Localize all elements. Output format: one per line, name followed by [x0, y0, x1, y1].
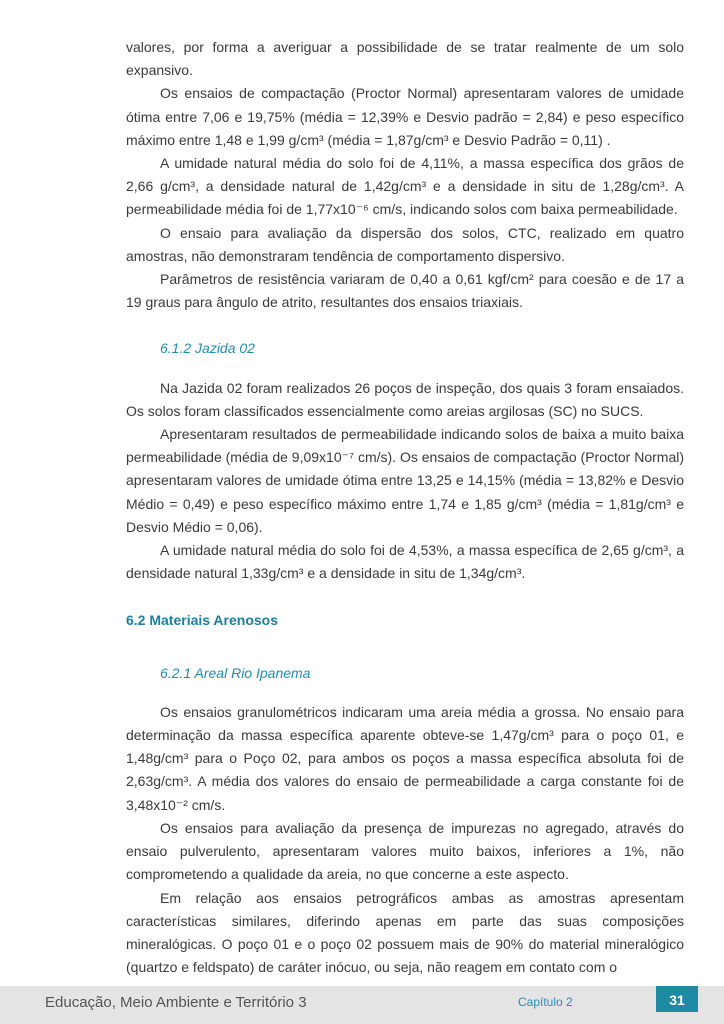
paragraph: O ensaio para avaliação da dispersão dos solos, CTC, realizado em quatro amostras, não demonstraram tendência de comportamento dispersivo. [126, 224, 684, 264]
page-body [126, 36, 684, 979]
paragraph: Os ensaios granulométricos indicaram uma areia média a grossa. No ensaio para determinação da massa específica aparente obteve-se 1,47g/cm³ para o poço 01, e 1,48g/cm³ para o Poço 02, para ambos os poços a massa específica absoluta foi de 2,63g/cm³. A média dos valores do ensaio de permeabilidade a carga constante foi de 3,48x10⁻² cm/s. [126, 703, 684, 813]
subsection-heading: 6.1.2 Jazida 02 [160, 340, 255, 357]
paragraph: Na Jazida 02 foram realizados 26 poços de inspeção, dos quais 3 foram ensaiados. Os solos foram classificados essencialmente como areias argilosas (SC) no SUCS. [126, 379, 684, 419]
paragraph: Os ensaios para avaliação da presença de impurezas no agregado, através do ensaio pulverulento, apresentaram valores muito baixos, inferiores a 1%, não comprometendo a qualidade da areia, no que concerne a este aspecto. [126, 819, 684, 883]
paragraph: Os ensaios de compactação (Proctor Normal) apresentaram valores de umidade ótima entre 7,06 e 19,75% (média = 12,39% e Desvio padrão = 2,84) e peso específico máximo entre 1,48 e 1,99 g/cm³ (média = 1,87g/cm³ e Desvio Padrão = 0,11) . [126, 85, 684, 148]
paragraph: valores, por forma a averiguar a possibilidade de se tratar realmente de um solo expansivo. [126, 39, 684, 79]
page-footer [0, 986, 724, 1024]
paragraph: Em relação aos ensaios petrográficos ambas as amostras apresentam características similares, diferindo apenas em parte das suas composições mineralógicas. O poço 01 e o poço 02 possuem mais de 90% do material mineralógico (quartzo e feldspato) de caráter inócuo, ou seja, não reagem em contato com o [126, 889, 684, 976]
paragraph: Parâmetros de resistência variaram de 0,40 a 0,61 kgf/cm² para coesão e de 17 a 19 graus para ângulo de atrito, resultantes dos ensaios triaxiais. [126, 271, 684, 311]
page-number: 31 [656, 986, 698, 1012]
subsection-heading: 6.2.1 Areal Rio Ipanema [160, 664, 311, 681]
book-title: Educação, Meio Ambiente e Território 3 [45, 994, 307, 1011]
paragraph: Apresentaram resultados de permeabilidade indicando solos de baixa a muito baixa permeabilidade (média de 9,09x10⁻⁷ cm/s). Os ensaios de compactação (Proctor Normal) apresentaram valores de umidade ótima entre 13,25 e 14,15% (média = 13,82% e Desvio Médio = 0,49) e peso específico máximo entre 1,74 e 1,85 g/cm³ (média = 1,81g/cm³ e Desvio Médio = 0,06). [126, 426, 684, 535]
section-heading: 6.2 Materiais Arenosos [126, 612, 278, 629]
paragraph: A umidade natural média do solo foi de 4,53%, a massa específica de 2,65 g/cm³, a densidade natural 1,33g/cm³ e a densidade in situ de 1,34g/cm³. [126, 542, 684, 582]
chapter-label: Capítulo 2 [518, 995, 573, 1009]
paragraph: A umidade natural média do solo foi de 4,11%, a massa específica dos grãos de 2,66 g/cm³, a densidade natural de 1,42g/cm³ e a densidade in situ de 1,28g/cm³. A permeabilidade média foi de 1,77x10⁻⁶ cm/s, indicando solos com baixa permeabilidade. [126, 155, 684, 218]
